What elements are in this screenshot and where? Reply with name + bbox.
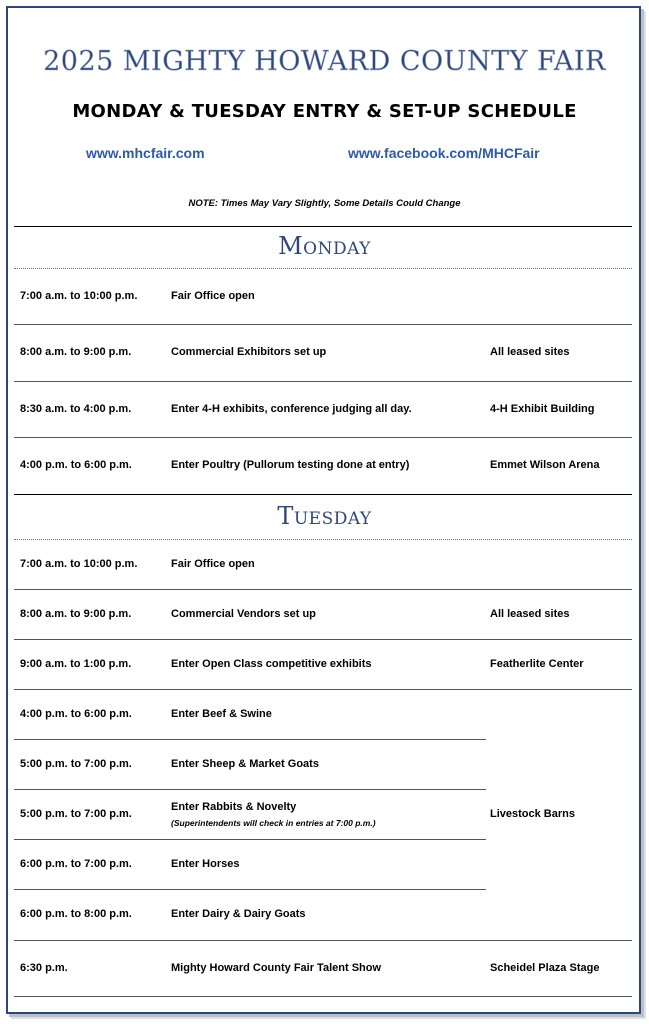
tuesday-row-4-time: 4:00 p.m. to 6:00 p.m. — [20, 708, 132, 720]
tuesday-row-5-time: 5:00 p.m. to 7:00 p.m. — [20, 758, 132, 770]
monday-row-2-location: All leased sites — [490, 346, 570, 358]
tuesday-row-6-time: 5:00 p.m. to 7:00 p.m. — [20, 808, 132, 820]
page-subtitle: MONDAY & TUESDAY ENTRY & SET-UP SCHEDULE — [72, 101, 577, 122]
tuesday-row-9-time: 6:30 p.m. — [20, 962, 68, 974]
tuesday-row-2-time: 8:00 a.m. to 9:00 p.m. — [20, 608, 132, 620]
tuesday-row-4-activity: Enter Beef & Swine — [171, 708, 272, 720]
monday-row-4-location: Emmet Wilson Arena — [490, 459, 600, 471]
monday-row-3-activity: Enter 4-H exhibits, conference judging all day. — [171, 403, 412, 415]
tuesday-row-7-time: 6:00 p.m. to 7:00 p.m. — [20, 858, 132, 870]
monday-row-1-activity: Fair Office open — [171, 290, 255, 302]
divider — [14, 324, 632, 325]
tuesday-row-6-subnote: (Superintendents will check in entries at 7:00 p.m.) — [171, 818, 376, 828]
tuesday-row-2-location: All leased sites — [490, 608, 570, 620]
tuesday-row-9-location: Scheidel Plaza Stage — [490, 962, 600, 974]
tuesday-row-2-activity: Commercial Vendors set up — [171, 608, 316, 620]
tuesday-row-9-activity: Mighty Howard County Fair Talent Show — [171, 962, 382, 974]
monday-row-2-activity: Commercial Exhibitors set up — [171, 346, 327, 358]
divider — [14, 639, 632, 640]
page-title: 2025 MIGHTY HOWARD COUNTY FAIR — [43, 46, 606, 77]
tuesday-row-3-time: 9:00 a.m. to 1:00 p.m. — [20, 658, 132, 670]
divider — [14, 739, 486, 740]
tuesday-row-1-time: 7:00 a.m. to 10:00 p.m. — [20, 558, 138, 570]
tuesday-row-5-activity: Enter Sheep & Market Goats — [171, 758, 319, 770]
monday-heading: Monday — [278, 232, 371, 260]
schedule-note: NOTE: Times May Vary Slightly, Some Details Could Change — [188, 198, 461, 209]
divider — [14, 268, 632, 269]
divider — [14, 437, 632, 438]
divider — [14, 889, 486, 890]
divider — [14, 226, 632, 227]
monday-row-1-time: 7:00 a.m. to 10:00 p.m. — [20, 290, 138, 302]
divider — [14, 689, 632, 690]
tuesday-row-1-activity: Fair Office open — [171, 558, 255, 570]
tuesday-row-3-location: Featherlite Center — [490, 658, 584, 670]
divider — [14, 589, 632, 590]
website-link[interactable]: www.mhcfair.com — [86, 145, 205, 161]
tuesday-row-7-activity: Enter Horses — [171, 858, 240, 870]
monday-row-2-time: 8:00 a.m. to 9:00 p.m. — [20, 346, 132, 358]
divider — [14, 839, 486, 840]
divider — [14, 940, 632, 941]
monday-row-3-time: 8:30 a.m. to 4:00 p.m. — [20, 403, 132, 415]
tuesday-row-8-time: 6:00 p.m. to 8:00 p.m. — [20, 908, 132, 920]
divider — [14, 494, 632, 495]
tuesday-row-6-activity: Enter Rabbits & Novelty — [171, 801, 297, 813]
tuesday-row-3-activity: Enter Open Class competitive exhibits — [171, 658, 372, 670]
divider — [14, 789, 486, 790]
divider — [14, 539, 632, 540]
divider — [14, 996, 632, 997]
tuesday-row-8-activity: Enter Dairy & Dairy Goats — [171, 908, 306, 920]
tuesday-heading: Tuesday — [277, 502, 372, 530]
monday-row-4-time: 4:00 p.m. to 6:00 p.m. — [20, 459, 132, 471]
divider — [14, 381, 632, 382]
monday-row-4-activity: Enter Poultry (Pullorum testing done at entry) — [171, 459, 410, 471]
livestock-barns-location: Livestock Barns — [490, 808, 575, 820]
monday-row-3-location: 4-H Exhibit Building — [490, 403, 595, 415]
facebook-link[interactable]: www.facebook.com/MHCFair — [348, 145, 540, 161]
